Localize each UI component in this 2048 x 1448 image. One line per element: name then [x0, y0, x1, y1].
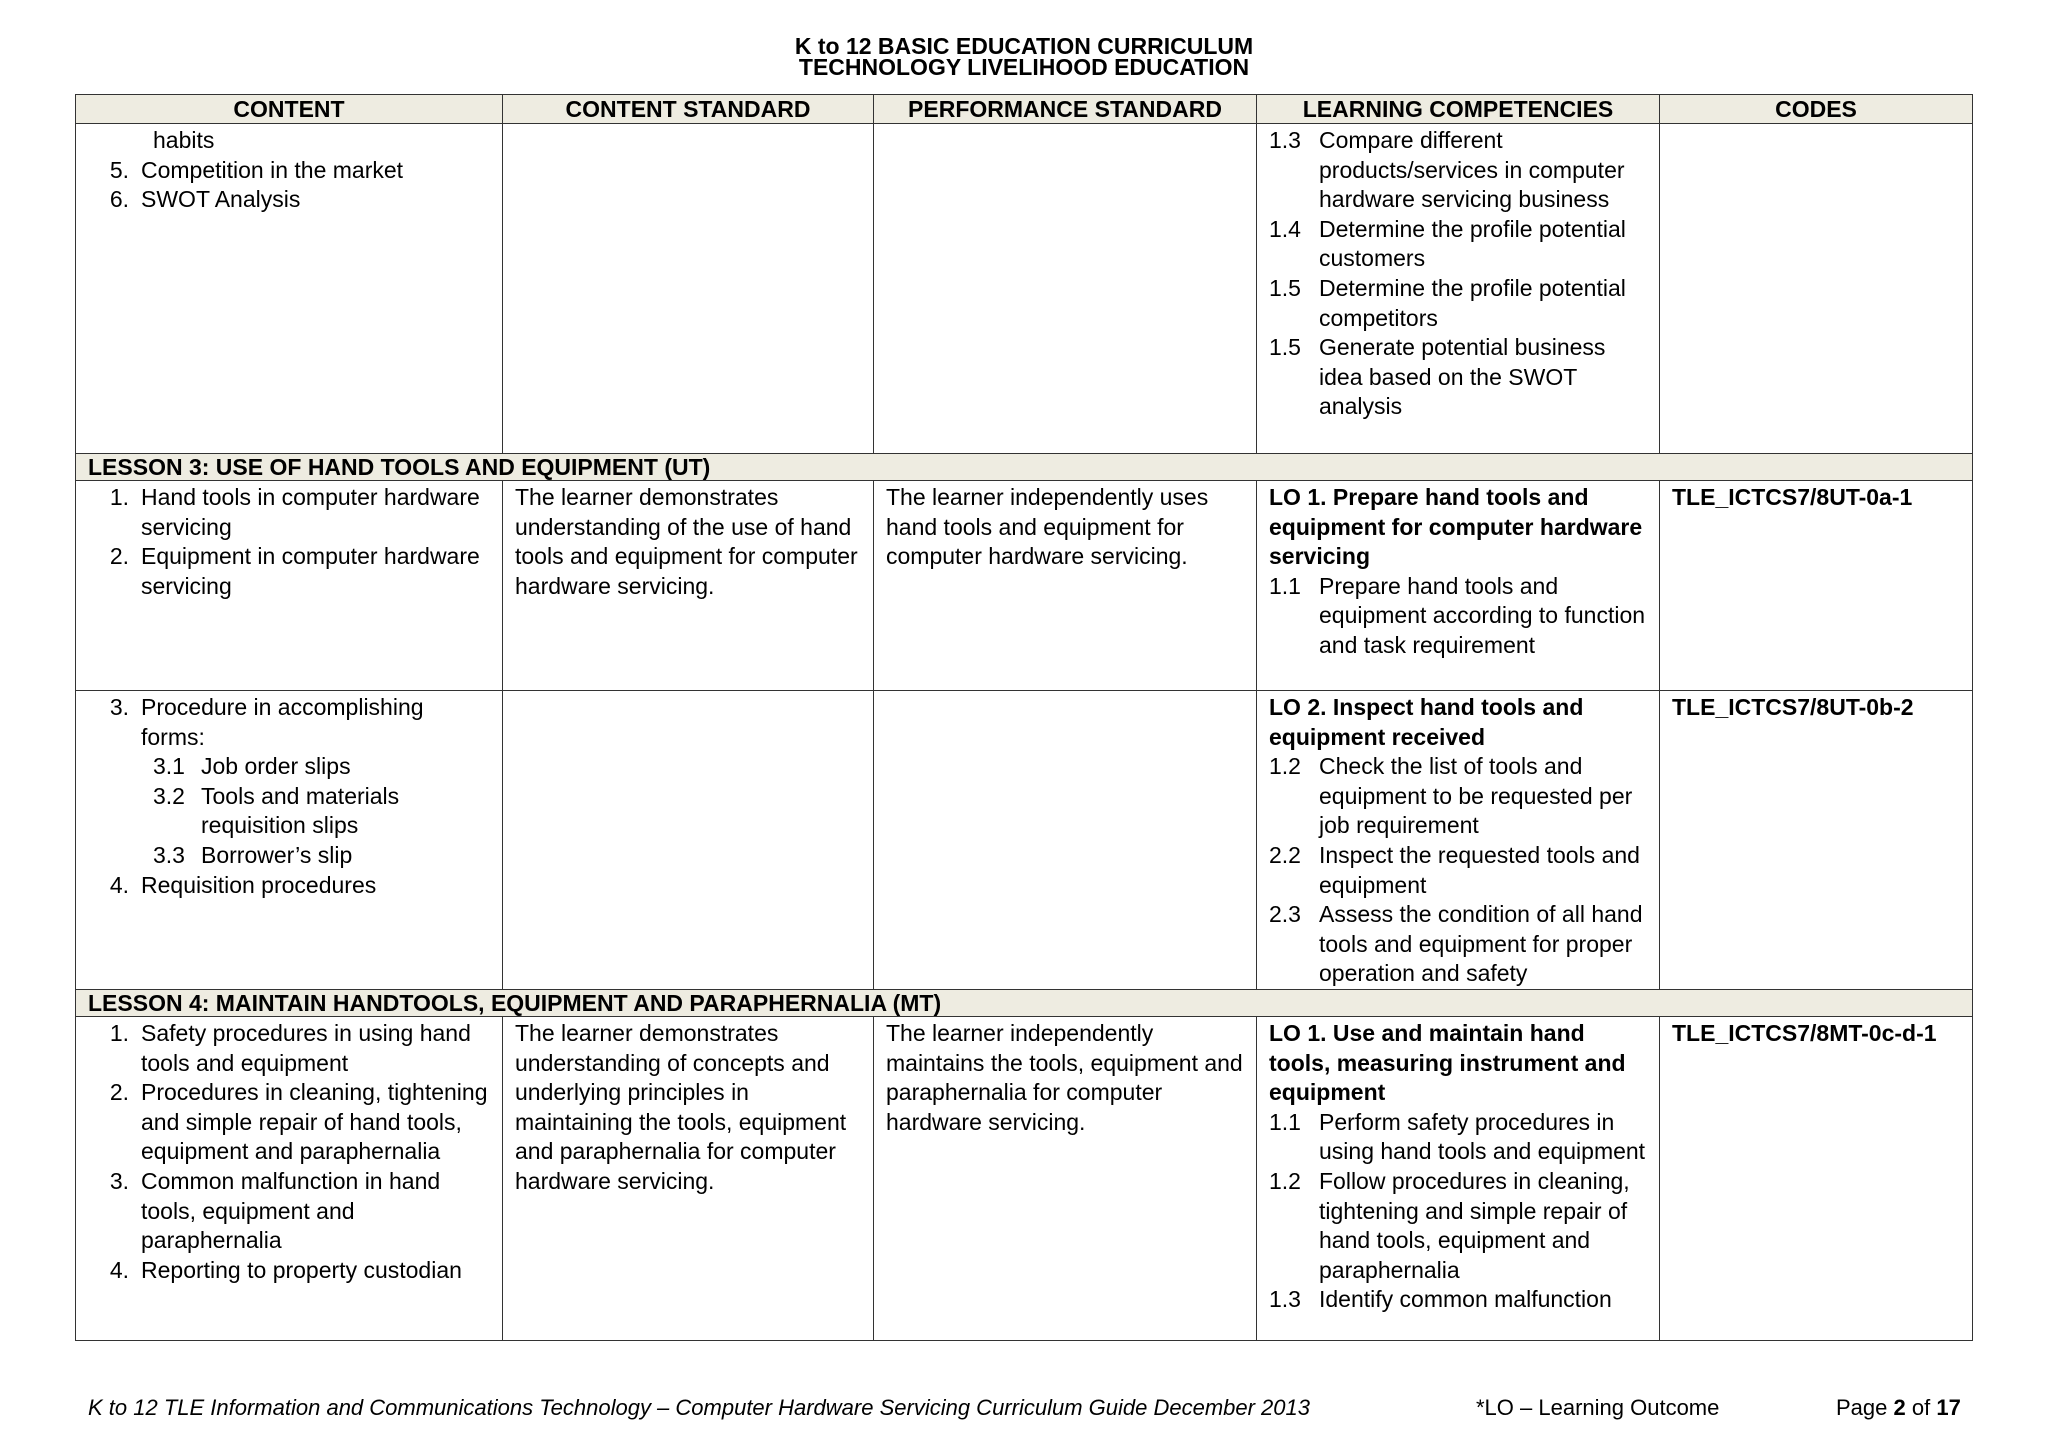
- performance-standard-cell: [874, 124, 1257, 454]
- footer-page-number: Page 2 of 17: [1836, 1395, 1961, 1420]
- table-row: [76, 124, 1973, 454]
- list-item: 6. SWOT Analysis: [109, 186, 301, 213]
- list-item: 1.2 Follow procedures in cleaning, tightening and simple repair of hand tools, equipment and paraphernalia: [1269, 1167, 1630, 1283]
- content-cell: [76, 691, 503, 990]
- sub-list-item: 3.3 Borrower’s slip: [153, 841, 353, 868]
- footer-guide-title: K to 12 TLE Information and Communications Technology – Computer Hardware Servicing Curriculum Guide December 2013: [88, 1395, 1310, 1420]
- list-item: 3. Common malfunction in hand tools, equipment and paraphernalia: [109, 1167, 441, 1254]
- col-codes: CODES: [1660, 95, 1973, 124]
- col-learning-competencies: LEARNING COMPETENCIES: [1257, 95, 1660, 124]
- list-item: 2.2 Inspect the requested tools and equipment: [1269, 841, 1640, 898]
- learning-outcome: LO 1. Use and maintain hand tools, measuring instrument and equipment: [1269, 1019, 1626, 1106]
- sub-list-item: 3.1 Job order slips: [153, 753, 351, 780]
- footer-lo-note: *LO – Learning Outcome: [1476, 1395, 1720, 1420]
- lesson-row: [76, 989, 1973, 1016]
- list-item: 4. Reporting to property custodian: [109, 1256, 462, 1283]
- col-performance-standard: PERFORMANCE STANDARD: [874, 95, 1257, 124]
- table-row: [76, 481, 1973, 691]
- lesson-title: LESSON 3: USE OF HAND TOOLS AND EQUIPMENT (UT): [76, 454, 1973, 481]
- performance-standard-cell: The learner independently maintains the tools, equipment and paraphernalia for computer hardware servicing.: [874, 1016, 1257, 1340]
- content-standard-cell: [503, 124, 874, 454]
- competencies-cell: [1257, 1016, 1660, 1340]
- performance-standard-cell: The learner independently uses hand tools and equipment for computer hardware servicing.: [874, 481, 1257, 691]
- content-cell: [76, 1016, 503, 1340]
- list-item: 1.5 Determine the profile potential competitors: [1269, 274, 1626, 331]
- learning-outcome: LO 2. Inspect hand tools and equipment received: [1269, 694, 1584, 750]
- lesson-title: LESSON 4: MAINTAIN HANDTOOLS, EQUIPMENT AND PARAPHERNALIA (MT): [76, 989, 1973, 1016]
- list-item: 1. Hand tools in computer hardware servicing: [109, 484, 480, 540]
- content-cell: [76, 124, 503, 454]
- list-item: 1. Safety procedures in using hand tools and equipment: [109, 1019, 471, 1076]
- code-cell: TLE_ICTCS7/8MT-0c-d-1: [1660, 1016, 1973, 1340]
- list-item: 1.1 Prepare hand tools and equipment according to function and task requirement: [1269, 572, 1646, 658]
- curriculum-table: [75, 94, 1973, 1341]
- competencies-cell: [1257, 691, 1660, 990]
- content-cell: [76, 481, 503, 691]
- table-row: [76, 691, 1973, 990]
- list-item: 1.3 Compare different products/services in computer hardware servicing business: [1269, 127, 1625, 213]
- competencies-cell: [1257, 481, 1660, 691]
- header-title: K to 12 BASIC EDUCATION CURRICULUM: [794, 33, 1254, 59]
- sub-list-item: 3.2 Tools and materials requisition slips: [153, 782, 400, 839]
- header-row: [76, 95, 1973, 124]
- col-content-standard: CONTENT STANDARD: [503, 95, 874, 124]
- code-cell: TLE_ICTCS7/8UT-0a-1: [1660, 481, 1973, 691]
- competencies-cell: [1257, 124, 1660, 454]
- list-item: 5. Competition in the market: [109, 156, 404, 183]
- content-standard-cell: [503, 691, 874, 990]
- list-item: 4. Requisition procedures: [109, 871, 377, 898]
- content-standard-cell: The learner demonstrates understanding of concepts and underlying principles in maintaining the tools, equipment and paraphernalia for computer hardware servicing.: [503, 1016, 874, 1340]
- list-item: 1.3 Identify common malfunction: [1269, 1286, 1612, 1313]
- header-subtitle: TECHNOLOGY LIVELIHOOD EDUCATION: [798, 54, 1250, 80]
- codes-cell: [1660, 124, 1973, 454]
- content-standard-cell: The learner demonstrates understanding of the use of hand tools and equipment for computer hardware servicing.: [503, 481, 874, 691]
- lesson-row: [76, 454, 1973, 481]
- list-item: 1.4 Determine the profile potential customers: [1269, 215, 1626, 272]
- list-item: 3. Procedure in accomplishing forms:: [109, 694, 424, 750]
- learning-outcome: LO 1. Prepare hand tools and equipment for computer hardware servicing: [1269, 484, 1643, 570]
- list-item: 1.5 Generate potential business idea based on the SWOT analysis: [1269, 334, 1606, 420]
- col-content: CONTENT: [76, 95, 503, 124]
- table-row: [76, 1016, 1973, 1340]
- list-item: 2.3 Assess the condition of all hand tools and equipment for proper operation and safety: [1269, 901, 1643, 987]
- list-item: habits: [153, 127, 215, 153]
- page-header: [0, 33, 2048, 80]
- list-item: 2. Equipment in computer hardware servicing: [109, 543, 480, 599]
- performance-standard-cell: [874, 691, 1257, 990]
- list-item: 1.1 Perform safety procedures in using hand tools and equipment: [1269, 1108, 1646, 1165]
- list-item: 1.2 Check the list of tools and equipment to be requested per job requirement: [1269, 753, 1633, 839]
- list-item: 2. Procedures in cleaning, tightening and simple repair of hand tools, equipment and paraphernalia: [109, 1079, 488, 1165]
- code-cell: TLE_ICTCS7/8UT-0b-2: [1660, 691, 1973, 990]
